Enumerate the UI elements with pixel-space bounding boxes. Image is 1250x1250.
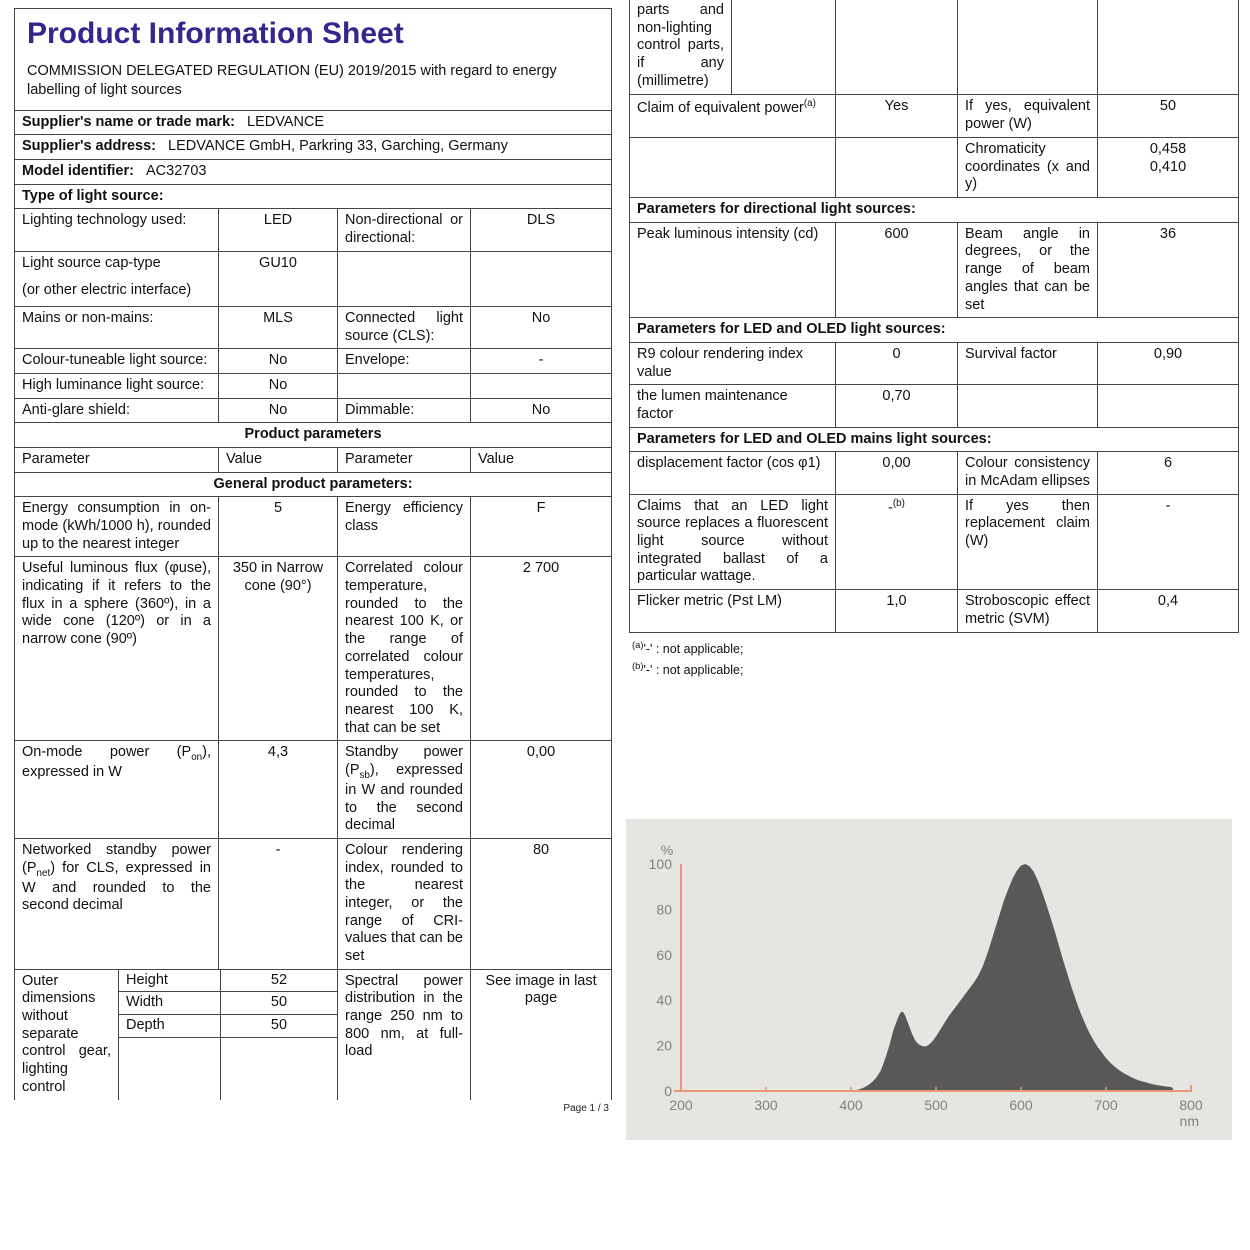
x-tick-label: 300 [754, 1097, 778, 1113]
param-value [471, 373, 612, 398]
param-value: MLS [219, 306, 338, 348]
param-value: -$^{(b)}$ [836, 494, 958, 589]
table-row [15, 838, 612, 969]
table-row [630, 385, 1239, 427]
model-identifier-label: Model identifier: [22, 163, 134, 180]
dimensions-filler [118, 1038, 337, 1100]
dimension-value: 52 [220, 970, 337, 992]
param-label [338, 373, 471, 398]
param-label: Survival factor [958, 342, 1098, 384]
column-header: Value [219, 447, 338, 472]
dimension-name: Depth [118, 1015, 220, 1037]
table-row [630, 222, 1239, 317]
x-axis-unit-label: nm [1179, 1113, 1199, 1129]
param-label-line2: (or other electric interface) [22, 281, 192, 298]
table-row [630, 95, 1239, 138]
directional-section-header-row [630, 198, 1239, 223]
table-row [15, 349, 612, 374]
x-tick-label: 800 [1179, 1097, 1203, 1113]
table-row [118, 970, 337, 993]
main-info-table-continued [629, 0, 1239, 633]
empty-cell [731, 0, 835, 94]
spectral-power-distribution-chart [626, 819, 1232, 1140]
param-value: No [219, 373, 338, 398]
param-label: Light source cap-type [22, 254, 161, 271]
led-oled-section-header-row [630, 318, 1239, 343]
outer-dimensions-row [15, 969, 612, 1099]
title-row [15, 9, 612, 111]
model-identifier-value: AC32703 [146, 163, 207, 180]
section-header: Parameters for LED and OLED light sources: [630, 318, 1239, 343]
param-label: R9 colour rendering index value [630, 342, 836, 384]
chromaticity-y-value: 0,410 [1149, 158, 1187, 175]
param-value: 80 [471, 838, 612, 969]
x-tick-label: 500 [924, 1097, 948, 1113]
param-label: Useful luminous flux (φuse), indicating if it refers to the flux in a sphere (360º), in a wide cone (120º) or in a narrow cone (90º) [15, 557, 219, 741]
spectrum-area [851, 864, 1174, 1091]
type-section-header: Type of light source: [15, 184, 612, 209]
param-value: DLS [471, 209, 612, 251]
x-tick-label: 600 [1009, 1097, 1033, 1113]
y-tick-label: 20 [656, 1037, 672, 1054]
param-label: Non-directional or directional: [338, 209, 471, 251]
y-tick-label: 40 [656, 992, 672, 1009]
x-tick-label: 700 [1094, 1097, 1118, 1113]
table-row [15, 398, 612, 423]
param-value: No [471, 398, 612, 423]
led-oled-mains-section-header-row [630, 427, 1239, 452]
param-value: No [219, 349, 338, 374]
y-tick-label: 80 [656, 901, 672, 918]
empty-cell [836, 138, 958, 198]
param-label: Flicker metric (Pst LM) [630, 590, 836, 632]
footnote-a: $^{(a)}$'-' : not applicable; [632, 639, 744, 656]
empty-cell [958, 385, 1098, 427]
supplier-address-label: Supplier's address: [22, 138, 156, 155]
param-value: 0,00 [836, 452, 958, 494]
spd-chart-svg [626, 819, 1232, 1140]
param-label: Colour rendering index, rounded to the nearest integer, or the range of CRI-values that can be set [338, 838, 471, 969]
empty-cell [836, 0, 958, 95]
empty-cell [1098, 385, 1239, 427]
param-value: 1,0 [836, 590, 958, 632]
param-value [471, 251, 612, 306]
param-label: Colour consistency in McAdam ellipses [958, 452, 1098, 494]
param-label: If yes, equivalent power (W) [958, 95, 1098, 138]
y-axis-unit-label: % [660, 842, 674, 858]
dimension-name: Width [118, 992, 220, 1014]
type-section-header-row [15, 184, 612, 209]
table-row [15, 497, 612, 557]
product-parameters-header-row [15, 423, 612, 448]
param-value: See image in last page [471, 969, 612, 1099]
left-page-column [14, 8, 611, 1114]
param-label: Correlated colour temperature, rounded to the nearest 100 K, or the range of correlated colour temperatures, rounded to the nearest 100 K, that can be set [338, 557, 471, 741]
y-tick-label: 60 [656, 946, 672, 963]
outer-dimensions-continued-row [630, 0, 1239, 95]
param-value: - [219, 838, 338, 969]
dimensions-subtable [118, 970, 337, 1100]
param-label: Claims that an LED light source replaces a fluorescent light source without integrated ballast of a particular wattage. [630, 494, 836, 589]
param-label: Energy efficiency class [338, 497, 471, 557]
param-value: - [1098, 494, 1239, 589]
empty-cell [958, 0, 1098, 95]
param-value: Yes [836, 95, 958, 138]
param-label: Spectral power distribution in the range 250 nm to 800 nm, at full-load [338, 969, 471, 1099]
param-label: Lighting technology used: [15, 209, 219, 251]
page-title: Product Information Sheet [27, 17, 404, 50]
general-parameters-header: General product parameters: [15, 472, 612, 497]
param-label: Anti-glare shield: [15, 398, 219, 423]
param-label: Standby power $(P_{sb})$, expressed in W and rounded to the second decimal [338, 741, 471, 839]
chromaticity-row [630, 138, 1239, 198]
param-label: Beam angle in degrees, or the range of beam angles that can be set [958, 222, 1098, 317]
dimension-value: 50 [220, 1015, 337, 1037]
dimension-name: Height [118, 970, 220, 992]
section-header: Parameters for directional light sources: [630, 198, 1239, 223]
empty-cell [1098, 0, 1239, 95]
param-value: No [471, 306, 612, 348]
param-value: 4,3 [219, 741, 338, 839]
table-row [15, 251, 612, 306]
supplier-name-row [15, 110, 612, 135]
param-value: 5 [219, 497, 338, 557]
param-label: Energy consumption in on-mode (kWh/1000 h), rounded up to the nearest integer [15, 497, 219, 557]
param-value: 2 700 [471, 557, 612, 741]
param-value: 0,00 [471, 741, 612, 839]
column-header: Parameter [15, 447, 219, 472]
table-row [630, 342, 1239, 384]
dimension-value: 50 [220, 992, 337, 1014]
param-label [338, 251, 471, 306]
param-value: F [471, 497, 612, 557]
param-label: If yes then replacement claim (W) [958, 494, 1098, 589]
right-page-column [629, 0, 1238, 681]
y-tick-label: 0 [664, 1083, 672, 1099]
param-label: Envelope: [338, 349, 471, 374]
param-value: LED [219, 209, 338, 251]
regulation-text: COMMISSION DELEGATED REGULATION (EU) 2019/2015 with regard to energy labelling of light sources [27, 63, 557, 98]
x-tick-label: 200 [669, 1097, 693, 1113]
param-label: Networked standby power $(P_{net})$ for CLS, expressed in W and rounded to the second decimal [15, 838, 219, 969]
param-label: the lumen maintenance factor [630, 385, 836, 427]
outer-dimensions-label: Outer dimensions without separate control gear, lighting control [22, 972, 111, 1095]
section-header: Parameters for LED and OLED mains light sources: [630, 427, 1239, 452]
table-row [15, 209, 612, 251]
y-tick-label: 100 [648, 856, 672, 872]
table-row [15, 306, 612, 348]
outer-dimensions-label-continued: parts and non-lighting control parts, if any (millimetre) [637, 2, 724, 89]
supplier-name-label: Supplier's name or trade mark: [22, 113, 235, 130]
product-parameters-header: Product parameters [15, 423, 612, 448]
column-header-row [15, 447, 612, 472]
param-value: 6 [1098, 452, 1239, 494]
param-value: 36 [1098, 222, 1239, 317]
supplier-address-row [15, 135, 612, 160]
param-label: High luminance light source: [15, 373, 219, 398]
param-label: Chromaticity coordinates (x and y) [958, 138, 1098, 198]
param-value: 0 [836, 342, 958, 384]
param-value: - [471, 349, 612, 374]
table-row [118, 992, 337, 1015]
param-label: Colour-tuneable light source: [15, 349, 219, 374]
param-value: 350 in Narrow cone (90°) [219, 557, 338, 741]
x-tick-label: 400 [839, 1097, 863, 1113]
param-label: displacement factor (cos φ1) [630, 452, 836, 494]
supplier-name-value: LEDVANCE [247, 113, 325, 130]
param-label: Peak luminous intensity (cd) [630, 222, 836, 317]
table-row [15, 741, 612, 839]
param-label: Mains or non-mains: [15, 306, 219, 348]
table-row [630, 452, 1239, 494]
param-value: 600 [836, 222, 958, 317]
param-value: No [219, 398, 338, 423]
param-value: 0,90 [1098, 342, 1239, 384]
param-value: 0,70 [836, 385, 958, 427]
chromaticity-x-value: 0,458 [1149, 141, 1187, 157]
table-row [15, 557, 612, 741]
param-value: 50 [1098, 95, 1239, 138]
page-number: Page 1 / 3 [563, 1102, 609, 1114]
param-label: On-mode power $(P_{on})$, expressed in W [15, 741, 219, 839]
footnotes [629, 638, 1238, 682]
main-info-table [14, 8, 612, 1100]
table-row [630, 494, 1239, 589]
param-label: Dimmable: [338, 398, 471, 423]
model-identifier-row [15, 160, 612, 185]
param-value: GU10 [219, 251, 338, 306]
param-label: Claim of equivalent power$^{(a)}$ [630, 95, 836, 138]
param-label: Stroboscopic effect metric (SVM) [958, 590, 1098, 632]
column-header: Parameter [338, 447, 471, 472]
table-row [15, 373, 612, 398]
param-label: Connected light source (CLS): [338, 306, 471, 348]
footnote-b: $^{(b)}$'-' : not applicable; [632, 661, 744, 678]
param-value: 0,4 [1098, 590, 1239, 632]
general-parameters-header-row [15, 472, 612, 497]
empty-cell [630, 138, 836, 198]
column-header: Value [471, 447, 612, 472]
supplier-address-value: LEDVANCE GmbH, Parkring 33, Garching, Germany [168, 138, 508, 155]
table-row [630, 590, 1239, 632]
table-row [118, 1015, 337, 1038]
